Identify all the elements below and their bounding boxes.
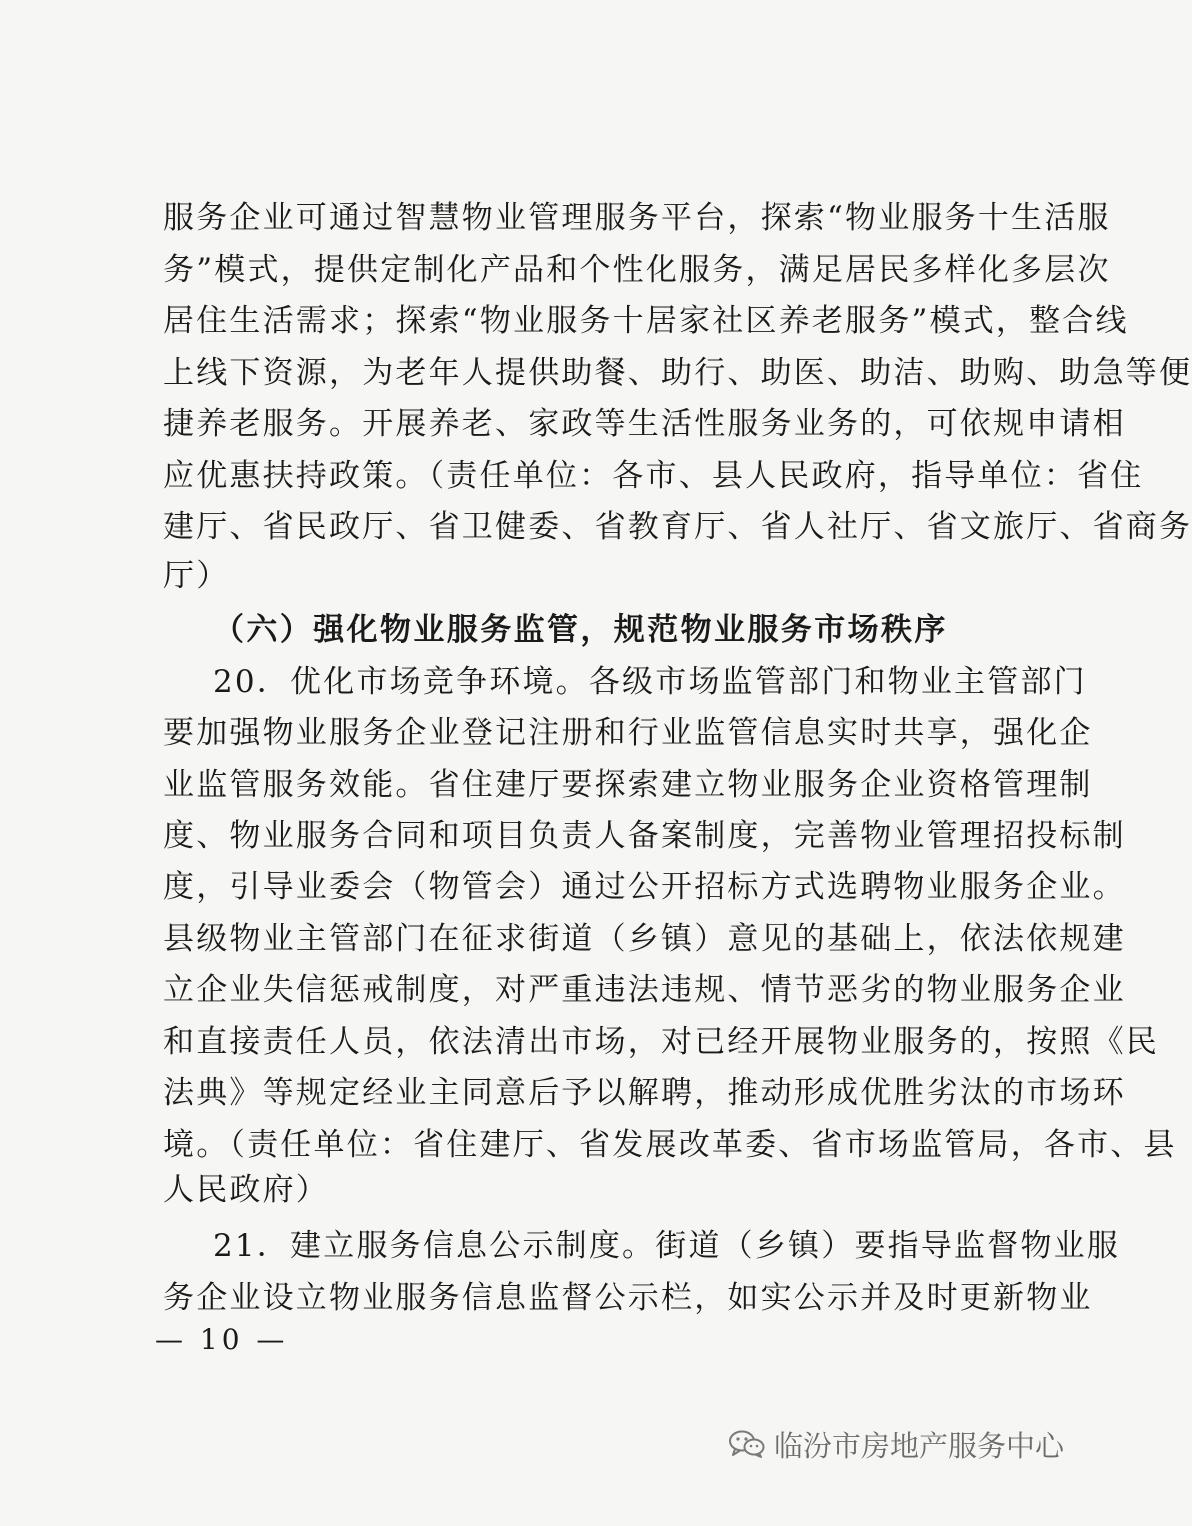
page-number: — 10 — bbox=[155, 1323, 289, 1356]
watermark bbox=[728, 1424, 1064, 1464]
body-line: 21．建立服务信息公示制度。街道（乡镇）要指导监督物业服 bbox=[213, 1228, 1121, 1264]
body-line: 业监管服务效能。省住建厅要探索建立物业服务企业资格管理制 bbox=[163, 767, 1093, 803]
body-line: 居住生活需求；探索“物业服务十居家社区养老服务”模式，整合线 bbox=[163, 303, 1129, 339]
body-line: 人民政府） bbox=[163, 1172, 329, 1208]
body-line: 法典》等规定经业主同意后予以解聘，推动形成优胜劣汰的市场环 bbox=[163, 1075, 1126, 1111]
watermark-text: 临汾市房地产服务中心 bbox=[774, 1428, 1065, 1463]
body-line: 厅） bbox=[163, 558, 230, 594]
section-heading: （六）强化物业服务监管，规范物业服务市场秩序 bbox=[213, 612, 948, 648]
body-line: 县级物业主管部门在征求街道（乡镇）意见的基础上，依法依规建 bbox=[163, 921, 1126, 957]
body-line: 建厅、省民政厅、省卫健委、省教育厅、省人社厅、省文旅厅、省商务 bbox=[163, 509, 1192, 545]
body-line: 和直接责任人员，依法清出市场，对已经开展物业服务的，按照《民 bbox=[163, 1024, 1159, 1060]
body-line: 务”模式，提供定制化产品和个性化服务，满足居民多样化多层次 bbox=[163, 252, 1111, 288]
body-line: 务企业设立物业服务信息监督公示栏，如实公示并及时更新物业 bbox=[163, 1280, 1093, 1316]
body-line: 上线下资源，为老年人提供助餐、助行、助医、助洁、助购、助急等便 bbox=[163, 355, 1192, 391]
body-line: 立企业失信惩戒制度，对严重违法违规、情节恶劣的物业服务企业 bbox=[163, 972, 1126, 1008]
body-line: 应优惠扶持政策。（责任单位：各市、县人民政府，指导单位：省住 bbox=[163, 458, 1144, 494]
body-line: 要加强物业服务企业登记注册和行业监管信息实时共享，强化企 bbox=[163, 715, 1093, 751]
body-line: 度、物业服务合同和项目负责人备案制度，完善物业管理招投标制 bbox=[163, 818, 1126, 854]
body-line: 20．优化市场竞争环境。各级市场监管部门和物业主管部门 bbox=[213, 664, 1087, 700]
body-line: 境。（责任单位：省住建厅、省发展改革委、省市场监管局，各市、县 bbox=[163, 1127, 1177, 1163]
body-line: 捷养老服务。开展养老、家政等生活性服务业务的，可依规申请相 bbox=[163, 406, 1126, 442]
body-line: 度，引导业委会（物管会）通过公开招标方式选聘物业服务企业。 bbox=[163, 869, 1126, 905]
body-line: 服务企业可通过智慧物业管理服务平台，探索“物业服务十生活服 bbox=[163, 200, 1111, 236]
wechat-icon bbox=[728, 1429, 766, 1459]
